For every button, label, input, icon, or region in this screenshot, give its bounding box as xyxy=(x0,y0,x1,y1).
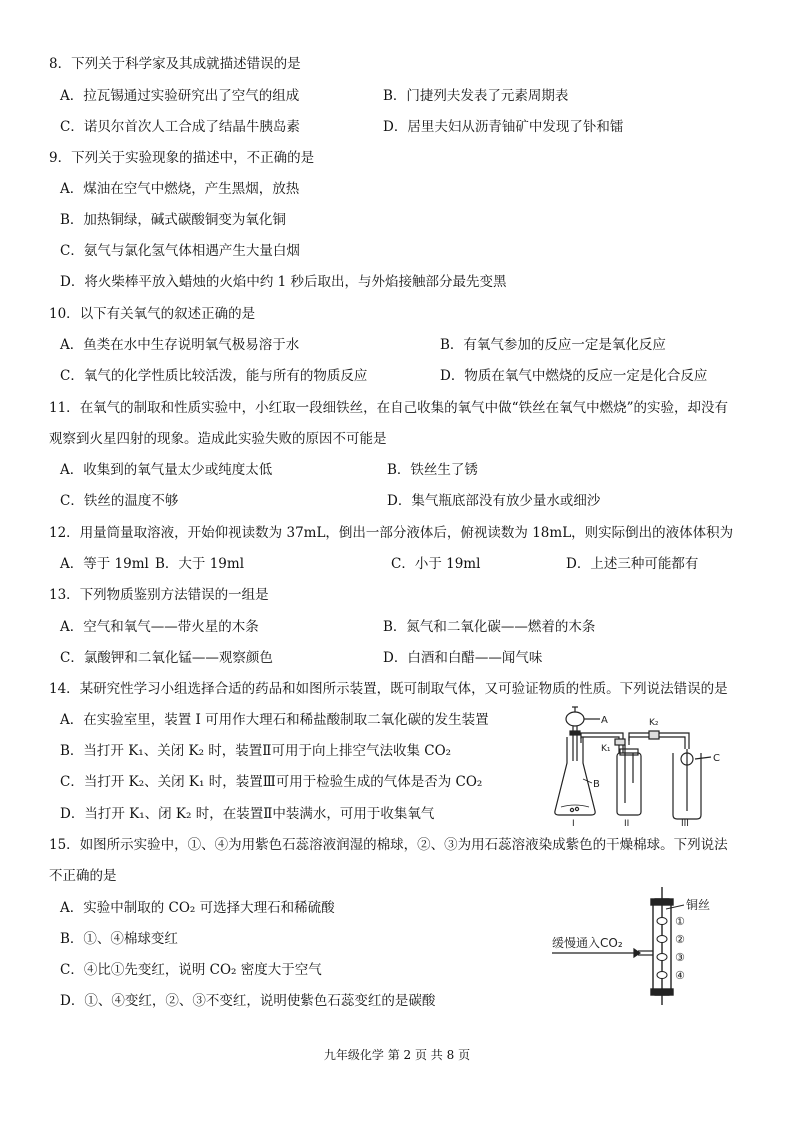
question-13-stem: 13．下列物质鉴别方法错误的一组是 xyxy=(49,587,269,603)
co2-tube-figure-q15 xyxy=(548,885,738,1007)
q8-option-c: C．诺贝尔首次人工合成了结晶牛胰岛素 xyxy=(60,119,300,135)
arrow-icon xyxy=(552,949,640,957)
q12-option-c: C．小于 19ml xyxy=(391,556,481,572)
glass-tube xyxy=(651,887,673,1005)
q15-option-b: B．①、④棉球变红 xyxy=(60,931,178,947)
q11-option-c: C．铁丝的温度不够 xyxy=(60,493,179,509)
q9-option-d: D．将火柴棒平放入蜡烛的火焰中约 1 秒后取出，与外焰接触部分最先变黑 xyxy=(60,274,507,290)
q14-option-a: A．在实验室里，装置 I 可用作大理石和稀盐酸制取二氧化碳的发生装置 xyxy=(60,712,489,728)
label-k1: K₁ xyxy=(601,744,611,754)
apparatus-figure-q14 xyxy=(545,703,745,827)
label-iii: III xyxy=(681,819,689,827)
q12-option-b: B．大于 19ml xyxy=(155,556,245,572)
q11-option-b: B．铁丝生了锈 xyxy=(387,462,478,478)
label-a: A xyxy=(601,715,608,726)
question-12-stem: 12．用量筒量取溶液，开始仰视读数为 37mL，倒出一部分液体后，俯视读数为 18mL，则实际倒出的液体体积为 xyxy=(49,525,734,541)
question-15-stem-line2: 不正确的是 xyxy=(49,868,117,884)
q12-option-a: A．等于 19ml xyxy=(60,556,149,572)
ball-label-2: ② xyxy=(675,933,685,946)
bottle-ii xyxy=(617,749,641,815)
label-b: B xyxy=(593,779,600,790)
question-9-stem: 9．下列关于实验现象的描述中，不正确的是 xyxy=(49,150,315,166)
q12-option-d: D．上述三种可能都有 xyxy=(566,556,699,572)
q14-option-b: B．当打开 K₁、关闭 K₂ 时，装置Ⅱ可用于向上排空气法收集 CO₂ xyxy=(60,743,452,759)
ball-label-3: ③ xyxy=(675,951,685,964)
q10-option-c: C．氧气的化学性质比较活泼，能与所有的物质反应 xyxy=(60,368,368,384)
q13-option-b: B．氮气和二氧化碳——燃着的木条 xyxy=(383,619,596,635)
q13-option-d: D．白酒和白醋——闻气味 xyxy=(383,650,543,666)
q10-option-b: B．有氧气参加的反应一定是氧化反应 xyxy=(440,337,666,353)
q9-option-a: A．煤油在空气中燃烧，产生黑烟，放热 xyxy=(60,181,300,197)
copper-wire-label: 铜丝 xyxy=(686,898,711,912)
q14-option-d: D．当打开 K₁、闭 K₂ 时，在装置Ⅱ中装满水，可用于收集氧气 xyxy=(60,806,435,822)
q15-option-c: C．④比①先变红，说明 CO₂ 密度大于空气 xyxy=(60,962,322,978)
question-11-stem: 11．在氧气的制取和性质实验中，小红取一段细铁丝，在自己收集的氧气中做“铁丝在氧气中燃烧”的实验，却没有 xyxy=(49,400,728,416)
q8-option-b: B．门捷列夫发表了元素周期表 xyxy=(383,88,569,104)
label-k2: K₂ xyxy=(649,718,659,728)
tube-iii xyxy=(673,749,711,819)
q13-option-c: C．氯酸钾和二氧化锰——观察颜色 xyxy=(60,650,273,666)
q8-option-a: A．拉瓦锡通过实验研究出了空气的组成 xyxy=(60,88,300,104)
q9-option-c: C．氨气与氯化氢气体相遇产生大量白烟 xyxy=(60,243,300,259)
q9-option-b: B．加热铜绿，碱式碳酸铜变为氧化铜 xyxy=(60,212,286,228)
q10-option-d: D．物质在氧气中燃烧的反应一定是化合反应 xyxy=(440,368,708,384)
ball-label-4: ④ xyxy=(675,969,685,982)
q15-option-a: A．实验中制取的 CO₂ 可选择大理石和稀硫酸 xyxy=(60,900,335,916)
flask-i xyxy=(555,737,595,815)
q13-option-a: A．空气和氧气——带火星的木条 xyxy=(60,619,259,635)
q14-option-c: C．当打开 K₂、关闭 K₁ 时，装置Ⅲ可用于检验生成的气体是否为 CO₂ xyxy=(60,774,483,790)
question-15-stem: 15．如图所示实验中，①、④为用紫色石蕊溶液润湿的棉球，②、③为用石蕊溶液染成紫色的干燥棉球。下列说法 xyxy=(49,837,728,853)
label-ii: II xyxy=(624,819,630,827)
label-i: I xyxy=(572,819,575,827)
q11-option-d: D．集气瓶底部没有放少量水或细沙 xyxy=(387,493,601,509)
question-10-stem: 10．以下有关氧气的叙述正确的是 xyxy=(49,306,256,322)
label-c: C xyxy=(713,753,720,764)
ball-label-1: ① xyxy=(675,915,685,928)
q8-option-d: D．居里夫妇从沥青铀矿中发现了钋和镭 xyxy=(383,119,624,135)
q15-option-d: D．①、④变红，②、③不变红，说明使紫色石蕊变红的是碳酸 xyxy=(60,993,436,1009)
q11-option-a: A．收集到的氧气量太少或纯度太低 xyxy=(60,462,273,478)
page-footer: 九年级化学 第 2 页 共 8 页 xyxy=(323,1048,471,1062)
q10-option-a: A．鱼类在水中生存说明氧气极易溶于水 xyxy=(60,337,300,353)
question-11-stem-line2: 观察到火星四射的现象。造成此实验失败的原因不可能是 xyxy=(49,431,387,447)
question-14-stem: 14．某研究性学习小组选择合适的药品和如图所示装置，既可制取气体，又可验证物质的性质。下列说法错误的是 xyxy=(49,681,728,697)
question-8-stem: 8．下列关于科学家及其成就描述错误的是 xyxy=(49,56,301,72)
co2-inflow-label: 缓慢通入CO₂ xyxy=(552,936,623,950)
